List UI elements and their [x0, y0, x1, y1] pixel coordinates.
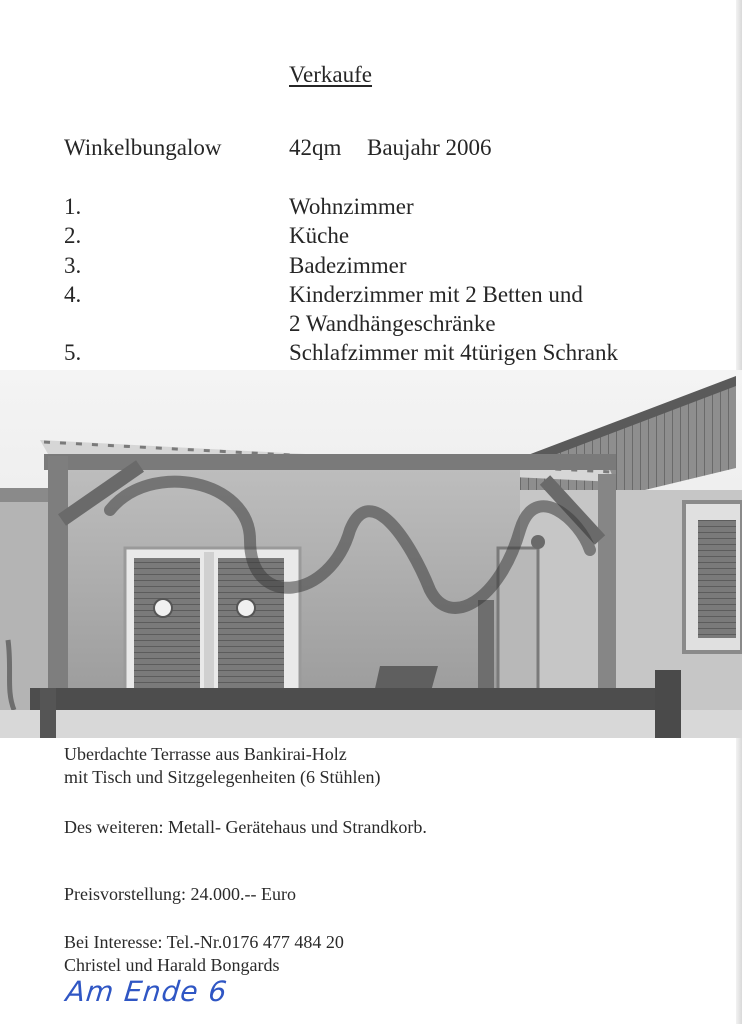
handwritten-address: Am Ende 6	[64, 975, 230, 1008]
room-number: 4.	[64, 282, 82, 307]
price-text: Preisvorstellung: 24.000.-- Euro	[64, 884, 296, 904]
caption-line-2: mit Tisch und Sitzgelegenheiten (6 Stühlen)	[64, 767, 381, 787]
room-number: 3.	[64, 253, 82, 278]
room-number: 5.	[64, 340, 82, 365]
object-type: Winkelbungalow	[64, 135, 222, 160]
room-number: 2.	[64, 223, 82, 248]
room-name: Badezimmer	[289, 253, 407, 278]
object-year: Baujahr 2006	[367, 135, 492, 160]
contact-names: Christel und Harald Bongards	[64, 955, 280, 975]
extras-text: Des weiteren: Metall- Gerätehaus und Strandkorb.	[64, 817, 427, 837]
contact-phone: Bei Interesse: Tel.-Nr.0176 477 484 20	[64, 932, 344, 952]
object-size: 42qm	[289, 135, 342, 160]
document-title: Verkaufe	[289, 62, 373, 87]
room-name: Wohnzimmer	[289, 194, 414, 219]
caption-line-1: Uberdachte Terrasse aus Bankirai-Holz	[64, 744, 347, 764]
room-name-continued: 2 Wandhängeschränke	[289, 311, 496, 336]
room-number: 1.	[64, 194, 82, 219]
room-name: Kinderzimmer mit 2 Betten und	[289, 282, 583, 307]
bungalow-terrace-photo	[0, 370, 742, 738]
room-name: Küche	[289, 223, 350, 248]
room-name: Schlafzimmer mit 4türigen Schrank	[289, 340, 618, 365]
